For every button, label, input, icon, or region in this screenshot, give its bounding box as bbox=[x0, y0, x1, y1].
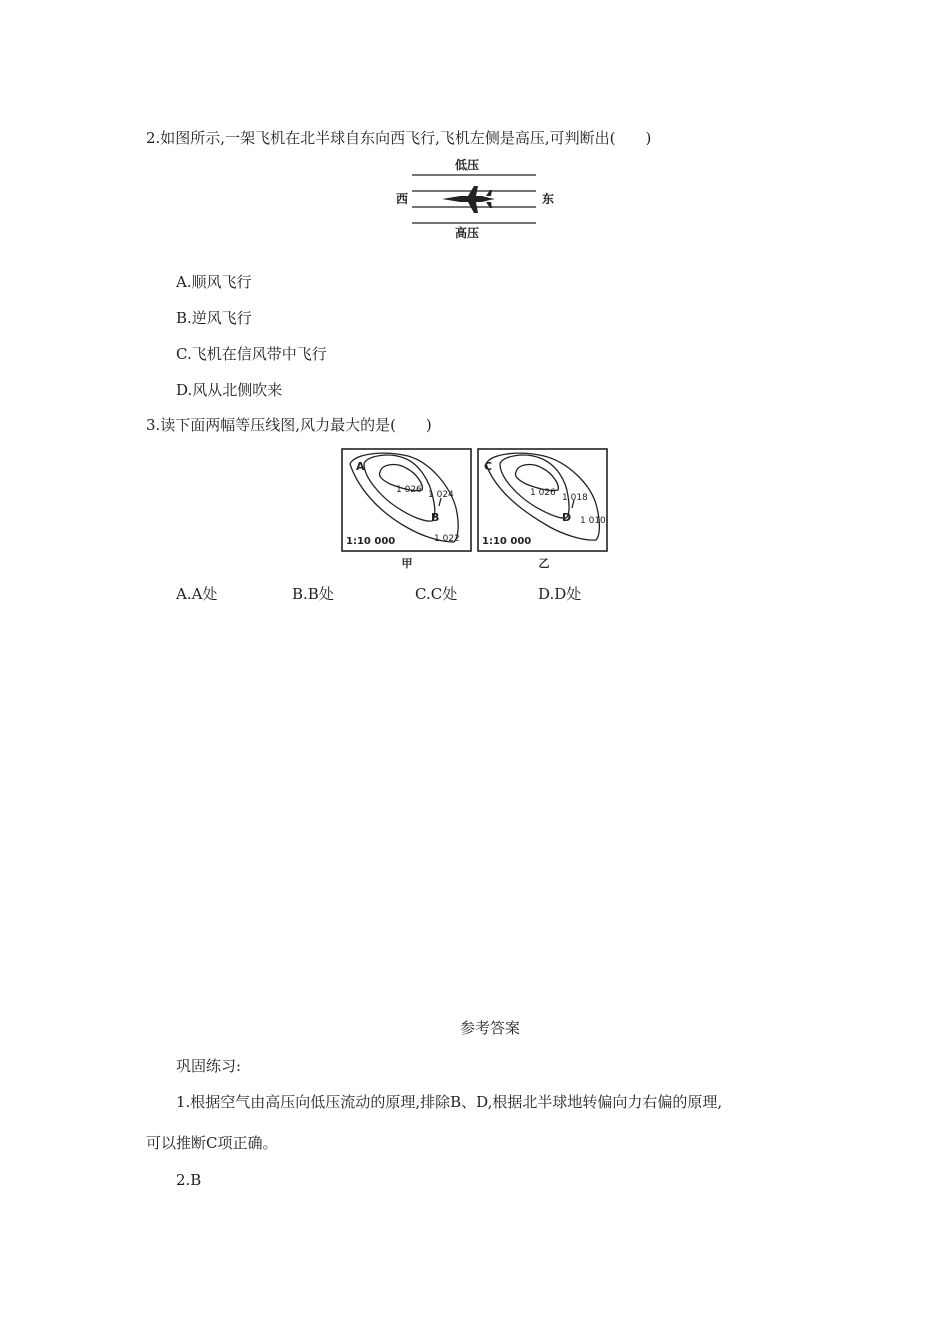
q3-stem: 3.读下面两幅等压线图,风力最大的是( ) bbox=[146, 416, 432, 434]
answer-1-line-1: 1.根据空气由高压向低压流动的原理,排除B、D,根据北半球地转偏向力右偏的原理, bbox=[176, 1093, 723, 1111]
west-label: 西 bbox=[395, 192, 409, 206]
isobar-maps-figure bbox=[338, 446, 614, 576]
high-pressure-label: 高压 bbox=[454, 226, 480, 240]
isobar-label-1022-left: 1 022 bbox=[434, 534, 460, 544]
q2-option-c: C.飞机在信风带中飞行 bbox=[176, 345, 327, 363]
q3-option-b: B.B处 bbox=[292, 585, 334, 603]
q2-option-a: A.顺风飞行 bbox=[176, 273, 252, 291]
q2-stem: 2.如图所示,一架飞机在北半球自东向西飞行,飞机左侧是高压,可判断出( ) bbox=[146, 129, 652, 147]
q2-option-b: B.逆风飞行 bbox=[176, 309, 252, 327]
isobar-map-right bbox=[478, 449, 607, 570]
answers-section: 巩固练习: bbox=[176, 1057, 242, 1075]
isobar-label-1010-right: 1 010 bbox=[580, 516, 606, 526]
scale-label-left: 1:10 000 bbox=[346, 536, 396, 547]
answers-title: 参考答案 bbox=[460, 1019, 521, 1037]
isobar-label-1024-left: 1 024 bbox=[428, 490, 454, 500]
map-caption-right: 乙 bbox=[538, 557, 550, 570]
answer-1-line-2: 可以推断C项正确。 bbox=[146, 1134, 278, 1152]
isobar-label-1026-left: 1 026 bbox=[396, 485, 422, 495]
answer-2: 2.B bbox=[176, 1171, 202, 1189]
map-caption-left: 甲 bbox=[401, 557, 413, 570]
isobar-label-1026-right: 1 026 bbox=[530, 488, 556, 498]
low-pressure-label: 低压 bbox=[454, 158, 480, 172]
q2-option-d: D.风从北侧吹来 bbox=[176, 381, 283, 399]
q3-option-a: A.A处 bbox=[176, 585, 218, 603]
isobar-map-left bbox=[342, 449, 471, 570]
point-a-label: A bbox=[356, 460, 365, 473]
point-b-label: B bbox=[431, 511, 440, 524]
airplane-icon bbox=[442, 186, 495, 213]
airplane-figure bbox=[390, 155, 560, 245]
point-d-label: D bbox=[562, 511, 572, 524]
isobar-label-1018-right: 1 018 bbox=[562, 493, 588, 503]
scale-label-right: 1:10 000 bbox=[482, 536, 532, 547]
q3-option-d: D.D处 bbox=[538, 585, 582, 603]
east-label: 东 bbox=[541, 192, 555, 206]
q3-option-c: C.C处 bbox=[415, 585, 458, 603]
point-c-label: C bbox=[484, 460, 493, 473]
